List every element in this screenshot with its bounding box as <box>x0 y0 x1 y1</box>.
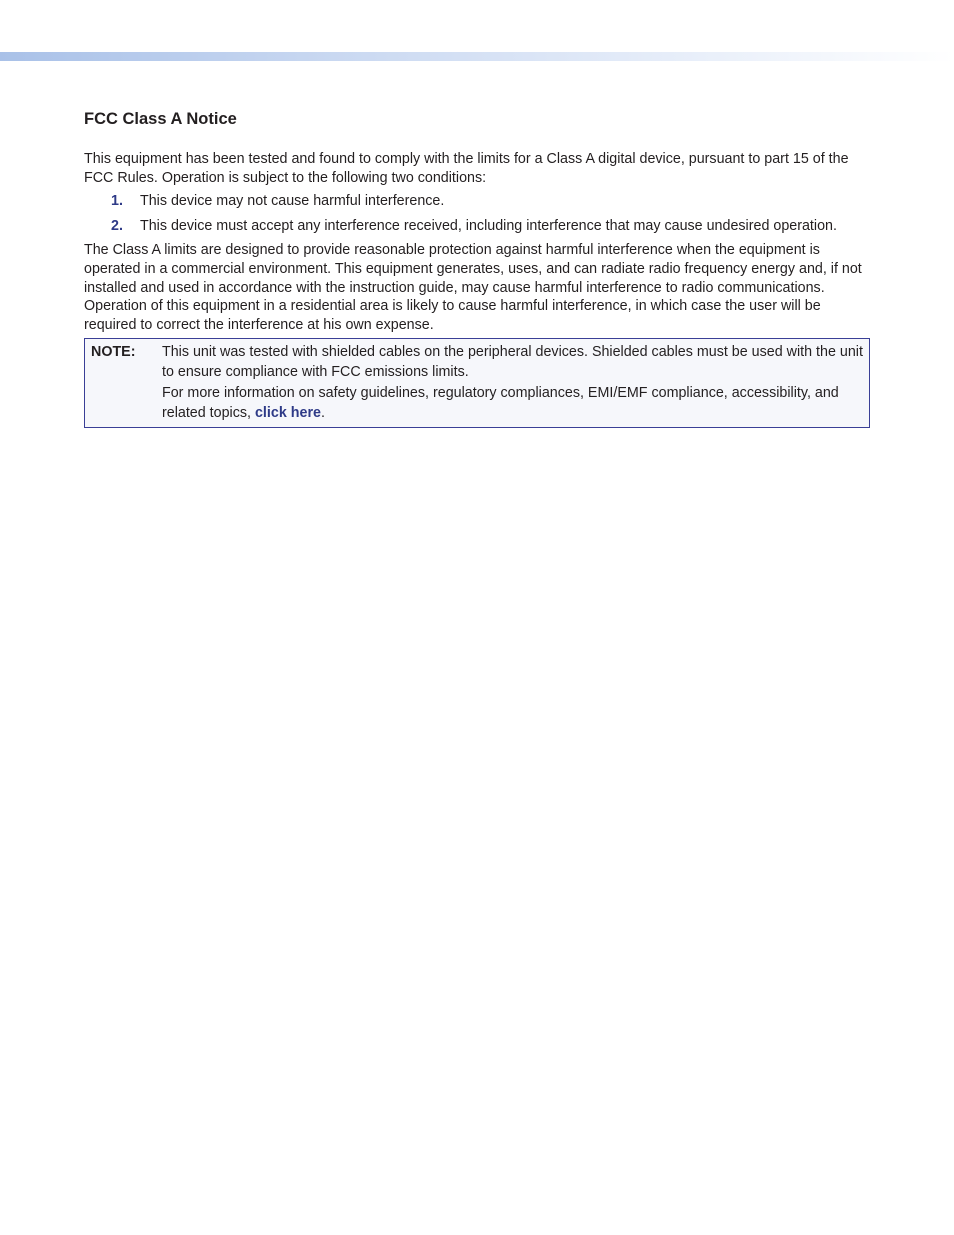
conditions-list <box>84 192 870 235</box>
limits-paragraph: The Class A limits are designed to provide reasonable protection against harmful interference when the equipment is operated in a commercial environment. This equipment generates, uses, and can radiate radio frequency energy and, if not installed and used in accordance with the instruction guide, may cause harmful interference to radio communications. Operation of this equipment in a residential area is likely to cause harmful interference, in which case the user will be required to correct the interference at his own expense. <box>84 242 862 333</box>
list-text: This device must accept any interference received, including interference that may cause undesired operation. <box>140 217 837 234</box>
header-gradient-band <box>0 52 954 61</box>
note-box <box>84 338 870 428</box>
intro-paragraph: This equipment has been tested and found to comply with the limits for a Class A digital device, pursuant to part 15 of the FCC Rules. Operation is subject to the following two conditions: <box>84 151 849 186</box>
list-number: 2. <box>111 217 123 234</box>
note-body <box>162 343 863 425</box>
list-item <box>84 192 870 211</box>
note-more-info-prefix: For more information on safety guidelines, regulatory compliances, EMI/EMF compliance, accessibility, and related topics, <box>162 385 839 421</box>
click-here-link[interactable]: click here <box>254 404 321 421</box>
note-more-info-suffix: . <box>320 404 325 421</box>
list-text: This device may not cause harmful interference. <box>140 193 445 210</box>
note-text-more-info <box>162 384 863 423</box>
note-text-cables: This unit was tested with shielded cables on the peripheral devices. Shielded cables must be used with the unit to ensure compliance with FCC emissions limits. <box>162 344 863 380</box>
section-heading: FCC Class A Notice <box>84 110 237 128</box>
list-number: 1. <box>111 193 123 210</box>
document-body <box>84 108 870 428</box>
list-item <box>84 217 870 236</box>
note-label: NOTE: <box>91 344 136 361</box>
